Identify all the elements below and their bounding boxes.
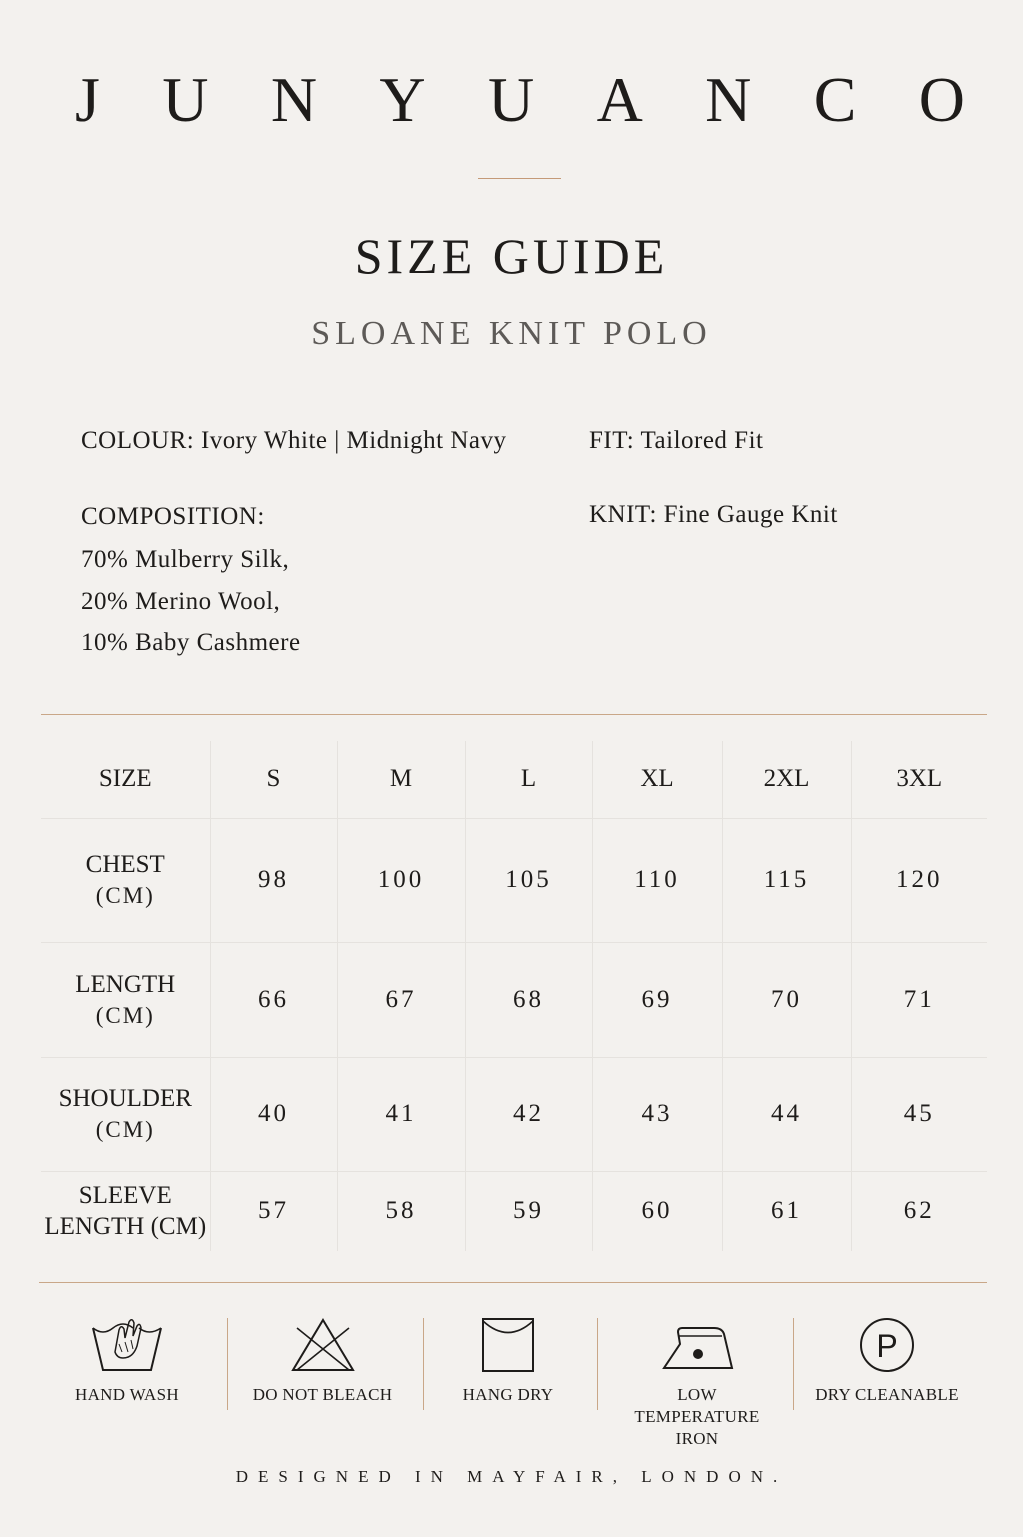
row-label: [41, 818, 210, 942]
brand-letter: C: [813, 64, 857, 135]
colour-spec: COLOUR: Ivory White | Midnight Navy: [81, 427, 507, 454]
care-item-dry-cleanable: [812, 1316, 962, 1406]
dry-cleanable-icon: [857, 1316, 917, 1374]
knit-spec: KNIT: Fine Gauge Knit: [589, 501, 838, 528]
care-item-hand-wash: [68, 1316, 186, 1406]
measurement-cell: 57: [210, 1171, 337, 1251]
care-label: DRY CLEANABLE: [815, 1385, 959, 1404]
care-item-do-not-bleach: [250, 1316, 395, 1406]
measurement-cell: 67: [337, 942, 465, 1057]
brand-wordmark: [75, 62, 965, 138]
size-header-label: SIZE: [41, 741, 210, 818]
measurement-cell: 58: [337, 1171, 465, 1251]
measurement-cell: 70: [722, 942, 851, 1057]
brand-letter: N: [270, 64, 318, 135]
measurement-cell: 115: [722, 818, 851, 942]
hand-wash-icon: [89, 1316, 165, 1374]
measurement-cell: 68: [465, 942, 592, 1057]
composition-line: 10% Baby Cashmere: [81, 629, 301, 656]
care-label: HAND WASH: [75, 1385, 179, 1404]
size-header-cell: 2XL: [722, 741, 851, 818]
footer-tagline: DESIGNED IN MAYFAIR, LONDON.: [235, 1467, 788, 1486]
section-divider: [39, 1282, 987, 1283]
product-name: SLOANE KNIT POLO: [311, 315, 712, 352]
measurement-cell: 41: [337, 1057, 465, 1171]
care-label: DO NOT BLEACH: [252, 1385, 393, 1404]
row-label-unit: (CM): [95, 1117, 155, 1142]
row-label: [41, 1171, 210, 1251]
composition-line: 70% Mulberry Silk,: [81, 546, 290, 573]
size-header-cell: 3XL: [851, 741, 987, 818]
measurement-cell: 42: [465, 1057, 592, 1171]
row-label-name: SLEEVE: [78, 1182, 172, 1210]
brand-letter: A: [596, 64, 643, 135]
measurement-cell: 110: [592, 818, 722, 942]
row-label: [41, 942, 210, 1057]
measurement-cell: 44: [722, 1057, 851, 1171]
table-row: [41, 818, 987, 942]
care-label-line2: IRON: [675, 1429, 719, 1448]
care-label: HANG DRY: [462, 1385, 554, 1404]
care-label: LOW TEMPERATURE: [634, 1385, 760, 1426]
row-label: [41, 1057, 210, 1171]
low-temperature-iron-icon: [660, 1316, 734, 1374]
brand-letter: U: [162, 64, 209, 135]
measurement-cell: 69: [592, 942, 722, 1057]
measurement-cell: 105: [465, 818, 592, 942]
measurement-cell: 100: [337, 818, 465, 942]
section-divider: [41, 714, 987, 715]
measurement-cell: 45: [851, 1057, 987, 1171]
measurement-cell: 71: [851, 942, 987, 1057]
row-label-unit: LENGTH (CM): [44, 1213, 207, 1241]
brand-letter: Y: [379, 64, 426, 135]
do-not-bleach-icon: [291, 1316, 355, 1374]
size-header-row: [41, 741, 987, 818]
table-row: [41, 1057, 987, 1171]
care-instructions: [28, 1316, 986, 1446]
brand-divider: [478, 178, 561, 179]
measurement-cell: 43: [592, 1057, 722, 1171]
table-row: [41, 942, 987, 1057]
row-label-unit: (CM): [95, 883, 155, 908]
measurement-cell: 60: [592, 1171, 722, 1251]
row-label-name: SHOULDER: [58, 1085, 192, 1112]
care-divider: [423, 1318, 424, 1410]
measurement-cell: 66: [210, 942, 337, 1057]
care-divider: [597, 1318, 598, 1410]
care-divider: [227, 1318, 228, 1410]
brand-letter: N: [705, 64, 752, 135]
brand-letter: O: [918, 64, 965, 135]
row-label-name: LENGTH: [75, 970, 176, 998]
fit-spec: FIT: Tailored Fit: [589, 427, 764, 454]
hang-dry-icon: [480, 1316, 536, 1374]
brand-letter: J: [75, 64, 100, 135]
table-row: [41, 1171, 987, 1251]
measurement-cell: 61: [722, 1171, 851, 1251]
size-header-cell: L: [465, 741, 592, 818]
brand-letter: U: [488, 64, 535, 135]
measurement-cell: 62: [851, 1171, 987, 1251]
row-label-unit: (CM): [95, 1002, 155, 1028]
size-table: [41, 741, 987, 1251]
size-header-cell: M: [337, 741, 465, 818]
measurement-cell: 59: [465, 1171, 592, 1251]
care-divider: [793, 1318, 794, 1410]
size-header-cell: S: [210, 741, 337, 818]
size-header-cell: XL: [592, 741, 722, 818]
composition-label: COMPOSITION:: [81, 503, 265, 530]
composition-line: 20% Merino Wool,: [81, 588, 281, 615]
care-item-low-temperature-iron: [616, 1316, 778, 1450]
measurement-cell: 40: [210, 1057, 337, 1171]
care-item-hang-dry: [448, 1316, 568, 1406]
row-label-name: CHEST: [85, 851, 165, 878]
measurement-cell: 98: [210, 818, 337, 942]
page-title: SIZE GUIDE: [354, 228, 669, 284]
dry-clean-glyph: P: [876, 1328, 898, 1364]
measurement-cell: 120: [851, 818, 987, 942]
